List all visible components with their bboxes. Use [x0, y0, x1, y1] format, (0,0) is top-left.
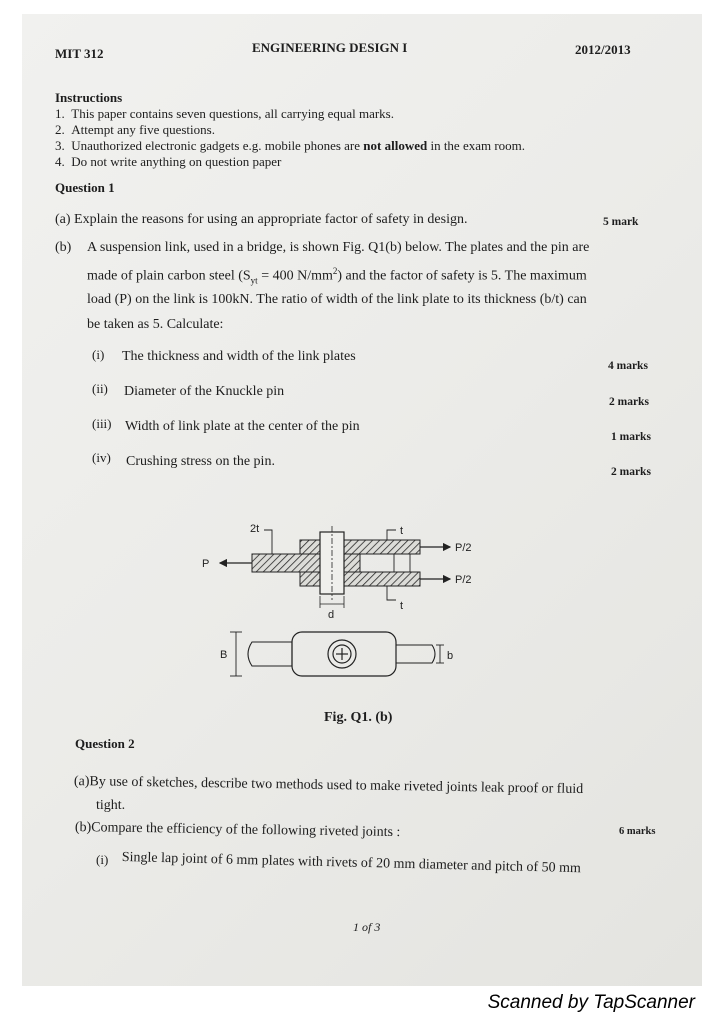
q1-part-b-line: A suspension link, used in a bridge, is shown Fig. Q1(b) below. The plates and the pin are [87, 240, 590, 255]
page-number: 1 of 3 [353, 920, 381, 934]
q2-part-a-line: tight. [96, 798, 126, 813]
q1-subpart-marks: 4 marks [608, 360, 648, 372]
q1-subpart-text: Crushing stress on the pin. [126, 454, 275, 469]
q1-subpart-text: The thickness and width of the link plates [122, 349, 356, 364]
label-2t: 2t [250, 523, 260, 535]
knuckle-joint-figure [182, 504, 502, 704]
q1-subpart-label: (iv) [92, 450, 111, 465]
figure-caption: Fig. Q1. (b) [324, 710, 393, 725]
paper-title: ENGINEERING DESIGN I [252, 40, 408, 55]
q1-part-b-line: load (P) on the link is 100kN. The ratio of width of the link plate to its thickness (b/t) can [87, 292, 587, 307]
q1-subpart-marks: 2 marks [611, 466, 651, 478]
instruction-item: 3. Unauthorized electronic gadgets e.g. mobile phones are not allowed in the exam room. [55, 138, 526, 153]
question-2-heading: Question 2 [75, 736, 135, 751]
q2-part-b: (b)Compare the efficiency of the following riveted joints : [74, 820, 401, 841]
q1-part-a: (a) Explain the reasons for using an appropriate factor of safety in design. [55, 212, 468, 227]
label-t-bottom: t [400, 600, 404, 612]
instruction-item: 1. This paper contains seven questions, all carrying equal marks. [55, 106, 394, 121]
label-p: P [202, 558, 210, 570]
q1-subpart-marks: 2 marks [609, 396, 649, 408]
plan-view [220, 632, 453, 676]
label-b-big: B [220, 649, 228, 661]
label-p-half-bottom: P/2 [455, 574, 472, 586]
q1-part-b-line: made of plain carbon steel ($S_{yt} = 400$ $N/mm^2$) and the factor of safety is 5. The maximum [87, 266, 587, 286]
q2-subpart-label: (i) [96, 852, 109, 867]
q1-part-a-marks: 5 mark [603, 216, 639, 228]
q1-subpart-label: (i) [92, 347, 105, 362]
instruction-item: 2. Attempt any five questions. [55, 122, 215, 137]
academic-year: 2012/2013 [575, 42, 631, 57]
question-1-heading: Question 1 [55, 180, 115, 195]
q1-subpart-label: (ii) [92, 381, 108, 396]
section-view [202, 523, 472, 621]
instructions-heading: Instructions [55, 90, 123, 105]
q1-subpart-marks: 1 marks [611, 431, 651, 443]
q1-subpart-text: Width of link plate at the center of the pin [125, 419, 360, 434]
q1-subpart-text: Diameter of the Knuckle pin [124, 384, 285, 399]
q1-subpart-label: (iii) [92, 416, 112, 431]
label-p-half-top: P/2 [455, 542, 472, 554]
instruction-item: 4. Do not write anything on question paper [55, 154, 282, 169]
q2-part-a-marks: 6 marks [619, 826, 656, 837]
scanner-watermark: Scanned by TapScanner [487, 992, 695, 1013]
q1-part-b-label: (b) [55, 240, 72, 255]
label-d: d [328, 609, 335, 621]
exam-paper [22, 14, 702, 986]
q1-part-b-line: be taken as 5. Calculate: [87, 317, 224, 332]
q2-part-a-line: (a)By use of sketches, describe two methods used to make riveted joints leak proof or fluid [73, 774, 584, 797]
course-code: MIT 312 [55, 46, 104, 61]
q2-subpart-text: Single lap joint of 6 mm plates with rivets of 20 mm diameter and pitch of 50 mm [121, 850, 582, 877]
label-t-top: t [400, 525, 404, 537]
label-b-small: b [447, 650, 454, 662]
